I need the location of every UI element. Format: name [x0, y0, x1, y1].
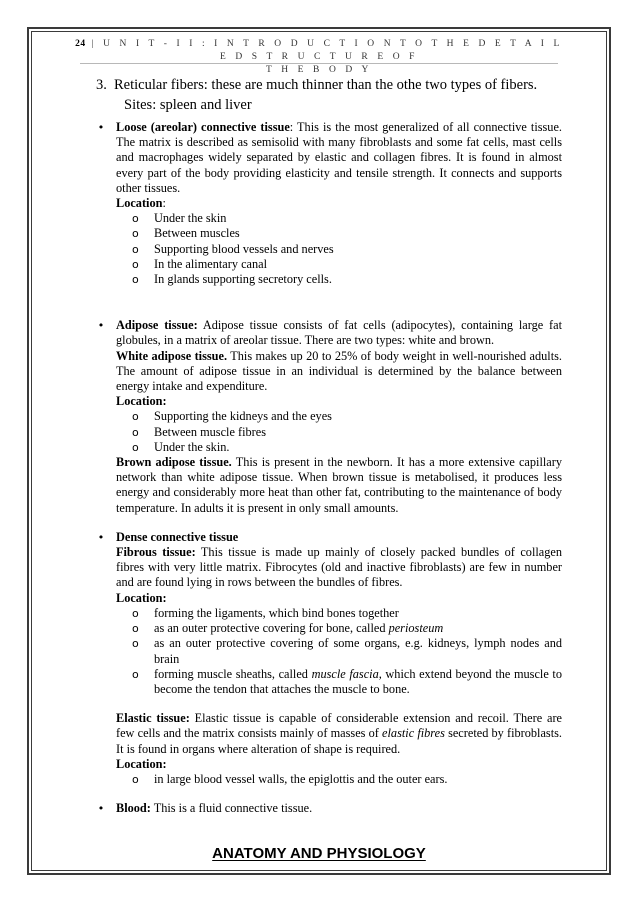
circle-bullet-icon: o	[132, 273, 139, 287]
list-item: o forming the ligaments, which bind bones together	[132, 605, 399, 620]
circle-bullet-icon: o	[132, 772, 139, 786]
adipose-location-label: Location:	[116, 394, 167, 409]
adipose-text: Adipose tissue consists of fat cells (adipocytes), containing large fat globules, in a matrix of areolar tissue. There are two types: white and brown.	[116, 318, 562, 348]
circle-bullet-icon: o	[132, 637, 139, 651]
loose-tissue-section: • Loose (areolar) connective tissue: This is the most generalized of all connective tissue. The matrix is described as semisolid with many fibroblasts and some fat cells, mast cells and macrophages widely separated by elastic and collagen fibres. It is found in almost every part of the body providing elasticity and tensile strength. It connects and supports other tissues. Location: o Under the skin o Between muscles o Supporting blood vessels and nerves o In the alimentary canal o In glands supporting secretory cells.	[97, 120, 562, 287]
circle-bullet-icon: o	[132, 667, 139, 681]
adipose-location-list	[132, 409, 562, 455]
list-item: o Under the skin.	[132, 439, 230, 454]
reticular-sites: Sites: spleen and liver	[124, 97, 252, 113]
circle-bullet-icon: o	[132, 440, 139, 454]
circle-bullet-icon: o	[132, 212, 139, 226]
fibrous-location-label: Location:	[116, 590, 167, 605]
loose-heading: Loose (areolar) connective tissue	[116, 120, 290, 134]
white-adipose-heading: White adipose tissue.	[116, 348, 228, 363]
list-item: o Supporting blood vessels and nerves	[132, 241, 334, 256]
circle-bullet-icon: o	[132, 227, 139, 241]
elastic-location-list	[132, 772, 562, 787]
circle-bullet-icon: o	[132, 410, 139, 424]
list-item: o as an outer protective covering of some organs, e.g. kidneys, lymph nodes and brain	[132, 636, 562, 666]
dense-heading: Dense connective tissue	[116, 529, 239, 544]
header-title-line2: T H E B O D Y	[266, 65, 372, 75]
list-item: o In the alimentary canal	[132, 256, 268, 271]
blood-section	[96, 801, 562, 816]
header-divider	[80, 63, 558, 64]
list-item: o as an outer protective covering for bone, called periosteum	[132, 621, 444, 636]
elastic-location-label: Location:	[116, 756, 167, 771]
page-number: 24	[75, 39, 86, 49]
adipose-heading: Adipose tissue:	[116, 318, 198, 333]
white-adipose-text: This makes up 20 to 25% of body weight in well-nourished adults. The amount of adipose tissue in an individual is determined by the balance between energy intake and expenditure.	[116, 348, 562, 394]
bullet-icon: •	[97, 319, 105, 333]
list-item: o Between muscle fibres	[132, 424, 266, 439]
blood-heading: Blood:	[116, 801, 151, 816]
list-item: o Supporting the kidneys and the eyes	[132, 409, 332, 424]
list-item: o Under the skin	[132, 211, 227, 226]
elastic-heading: Elastic tissue:	[116, 711, 190, 726]
running-header	[70, 38, 568, 77]
circle-bullet-icon: o	[132, 622, 139, 636]
brown-adipose-text: This is present in the newborn. It has a more extensive capillary network than white adipose tissue. When brown tissue is metabolised, it produces less energy and considerably more heat than other fat, contributing to the maintenance of body temperature. In adults it is present in only small amounts.	[116, 455, 562, 515]
blood-text: This is a fluid connective tissue.	[150, 801, 313, 816]
fibrous-text: This tissue is made up mainly of closely packed bundles of collagen fibres with very little matrix. Fibrocytes (old and inactive fibroblasts) are few in number and are found lying in rows between the bundles of fibres.	[116, 545, 562, 590]
loose-location-list	[132, 211, 562, 287]
circle-bullet-icon: o	[132, 257, 139, 271]
reticular-fibers-item	[96, 76, 562, 95]
circle-bullet-icon: o	[132, 606, 139, 620]
list-item: o In glands supporting secretory cells.	[132, 272, 332, 287]
circle-bullet-icon: o	[132, 425, 139, 439]
fibrous-heading: Fibrous tissue:	[116, 545, 196, 560]
fibrous-location-list	[132, 606, 562, 697]
item-number: 3.	[96, 77, 107, 93]
dense-tissue-section: • Dense connective tissue Fibrous tissue: This tissue is made up mainly of closely packed bundles of collagen fibres with very little matrix. Fibrocytes (old and inactive fibroblasts) are few in number and are found lying in rows between the bundles of fibres. Location: o forming the ligaments, which bind bones together o as an outer protective covering for bone, called periosteum o as an outer protective covering of some organs, e.g. kidneys, lymph nodes and brain o forming muscle sheaths, called muscle fascia, which extend beyond the muscle to become the tendon that attaches the muscle to bone. Elastic tissue: Elastic tissue is capable of considerable extension and recoil. There are few cells and the matrix consists mainly of masses of elastic fibres secreted by fibroblasts. It is found in organs where alteration of shape is required. Location: o in large blood vessel walls, the epiglottis and the outer ears.	[97, 529, 562, 786]
loose-location-label: Location	[116, 196, 163, 211]
loose-text: : This is the most generalized of all connective tissue. The matrix is described as semisolid with many fibroblasts and some fat cells, mast cells and macrophages widely separated by elastic and collagen fibres. It is found in almost every part of the body providing elasticity and tensile strength. It connects and supports other tissues.	[116, 120, 562, 195]
page-content	[96, 76, 562, 816]
circle-bullet-icon: o	[132, 242, 139, 256]
list-item: o Between muscles	[132, 226, 240, 241]
list-item: o forming muscle sheaths, called muscle fascia, which extend beyond the muscle to become the tendon that attaches the muscle to bone.	[132, 666, 562, 696]
header-title-line1: | U N I T - I I : I N T R O D U C T I O N T O T H E D E T A I L E D S T R U C T U R E O F	[85, 39, 563, 62]
bullet-icon: •	[97, 121, 105, 134]
footer-title: ANATOMY AND PHYSIOLOGY	[212, 845, 426, 862]
list-item: o in large blood vessel walls, the epiglottis and the outer ears.	[132, 771, 448, 786]
adipose-tissue-section	[96, 318, 562, 516]
bullet-icon: •	[97, 802, 105, 816]
bullet-icon: •	[97, 530, 105, 544]
brown-adipose-heading: Brown adipose tissue.	[116, 455, 232, 470]
reticular-text: Reticular fibers: these are much thinner than the othe two types of fibers.	[114, 77, 538, 93]
